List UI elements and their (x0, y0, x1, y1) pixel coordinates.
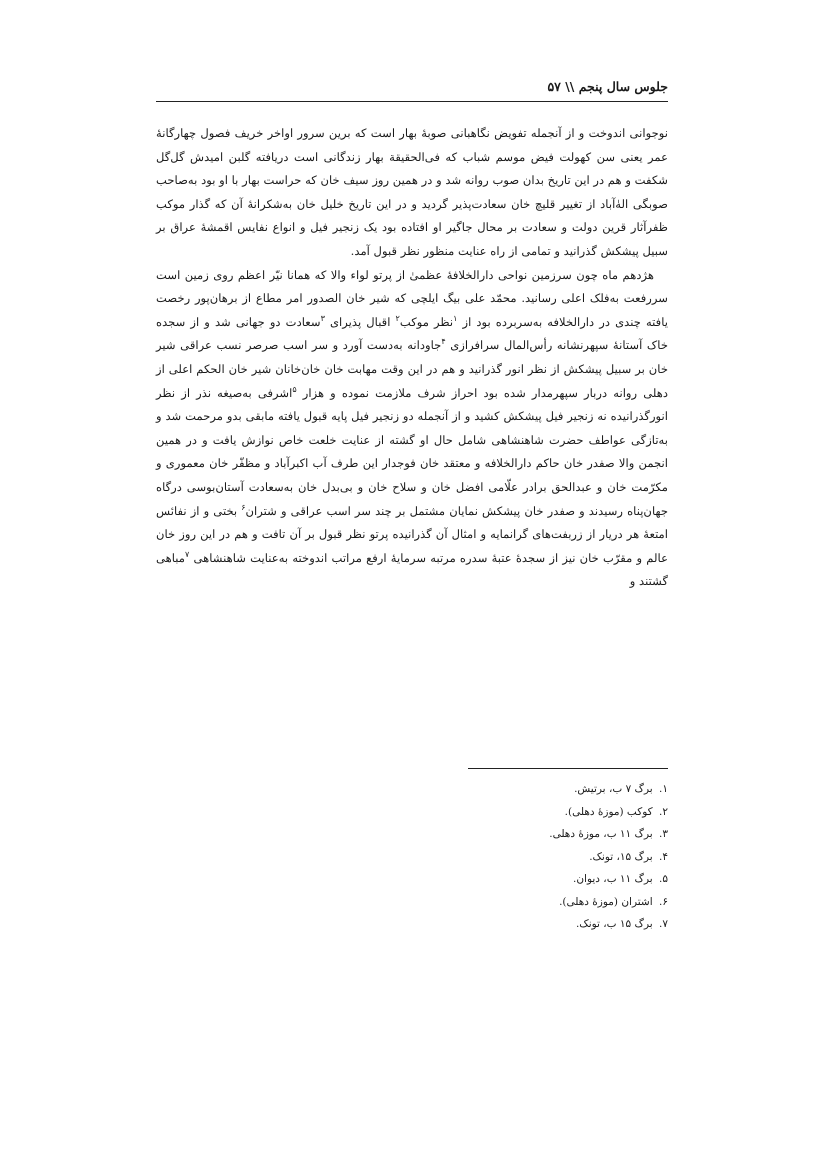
footnote-ref-1[interactable]: ۱ (453, 313, 458, 323)
footnote-ref-2[interactable]: ۲ (395, 313, 400, 323)
paragraph-2 (156, 264, 668, 594)
footnote-number: ۲. (659, 805, 668, 818)
paragraph-2-part-c: اقبال پذیرای (324, 314, 396, 329)
footnote-text: کوکب (موزهٔ دهلی). (564, 805, 653, 818)
footnote-number: ۶. (659, 895, 668, 908)
footnote-item (156, 913, 668, 936)
paragraph-2-part-d: سعادت دو جهانی شد و از سجده خاک آستانهٔ سپهرنشانه رأس‌المال سرافرازی (156, 314, 668, 353)
running-title: جلوس سال پنجم \\ ۵۷ (547, 79, 668, 94)
footnote-text: برگ ۱۵ ب، تونک. (575, 918, 653, 930)
paragraph-2-part-b: نظر موکب (399, 314, 454, 329)
footnote-text: اشتران (موزهٔ دهلی). (559, 895, 653, 908)
paragraph-2-part-f: اشرفی به‌صیغه نذر از نظر انورگذرانیده نه زنجیر فیل پیشکش کشید و از آنجمله دو زنجیر فیل پایه قبول یافته مابقی بدو مرحمت شد و به‌تازگی عواطف حضرت شاهنشاهی شامل حال او گشته از عنایت خلعت خاص نوازش یافت و در همین انجمن والا صفدر خان حاکم دارالخلافه و معتقد خان فوجدار این طرف آب اکبرآباد و مظفّر خان معموری و مکرّمت خان و عبدالحق برادر علّامی افضل خان و سلاح خان و بی‌بدل خان به‌سعادت آستان‌بوسی درگاه جهان‌پناه رسیدند و صفدر خان پیشکش نمایان مشتمل بر چند سر اسب عراقی و شتران (156, 385, 668, 518)
footnote-rule (468, 768, 668, 769)
footnote-ref-6[interactable]: ۶ (241, 502, 246, 512)
footnote-text: برگ ۱۵، تونک. (589, 850, 653, 863)
footnote-item (156, 778, 668, 801)
footnote-ref-3[interactable]: ۳ (320, 313, 325, 323)
footnote-item (156, 823, 668, 846)
footnote-item (156, 868, 668, 891)
footnote-ref-5[interactable]: ۵ (292, 384, 297, 394)
footnote-number: ۵. (659, 873, 668, 885)
header-rule (156, 101, 668, 102)
footnote-list (156, 778, 668, 936)
paragraph-2-part-g: بختی و از نفائس امتعهٔ هر دریار از زربفت‌های گرانمایه و امثال آن گذرانیده پرتو نظر قبول بر آن تافت و هم در این روز خان عالم و مقرّب خان نیز از سجدهٔ عتبهٔ سدره مرتبه سرمایهٔ ارفع مراتب اندوخته به‌عنایت شاهنشاهی (156, 503, 668, 565)
footnote-item (156, 891, 668, 914)
footnote-ref-4[interactable]: ۴ (441, 337, 446, 347)
footnote-number: ۳. (659, 828, 668, 840)
main-text (156, 122, 668, 594)
footnote-number: ۷. (659, 918, 668, 930)
paragraph-1: نوجوانی اندوخت و از آنجمله تفویض نگاهبانی صوبهٔ بهار است که برین سرور اواخر خریف فصول چهارگانهٔ عمر یعنی سن کهولت فیض موسم شباب که فی‌الحقیقة بهار زندگانی است دریافته گلبن امیدش گل‌گل شکفت و هم در این تاریخ بدان صوب روانه شد و در همین روز سیف خان که حراست بهار با او بود به‌صاحب صوبگی الهٰ‌آباد از تغییر قلیچ خان سعادت‌پذیر گردید و در این تاریخ خلیل خان به‌شکرانهٔ آن که گذار موکب ظفرآثار قرین دولت و سعادت بر محال جاگیر او افتاده بود یک زنجیر فیل و انواع نفایس اقمشهٔ عراق بر سبیل پیشکش گذرانید و تمامی از راه عنایت منظور نظر قبول آمد. (156, 126, 668, 258)
running-header (156, 79, 668, 99)
paragraph-2-part-e: جاودانه به‌دست آورد و سر اسب صرصر نسب عراقی شیر خان بر سبیل پیشکش از نظر انور گذرانید و هم در این وقت مهابت خان خان‌خانان شیر خان الحکم اعلی از دهلی روانه دربار سپهرمدار شده بود احراز شرف ملازمت نموده و هزار (156, 338, 668, 400)
footnote-number: ۱. (659, 783, 668, 795)
footnote-ref-7[interactable]: ۷ (185, 549, 190, 559)
footnote-number: ۴. (659, 850, 668, 863)
footnote-item (156, 801, 668, 824)
paragraph-2-part-h: مباهی گشتند و (156, 550, 668, 589)
footnote-text: برگ ۷ ب، برتیش. (574, 783, 653, 795)
footnote-text: برگ ۱۱ ب، موزهٔ دهلی. (549, 828, 653, 840)
paragraph-2-part-a: هژدهم ماه چون سرزمین نواحی دارالخلافهٔ عظمیٰ از پرتو لواء والا که همانا نیّر اعظم روی زمین است سررفعت به‌فلک اعلی رسانید. محمّد علی بیگ ایلچی که شیر خان الصدور امر مطاع از برهان‌پور رخصت یافته چندی در دارالخلافه به‌سربرده بود از (156, 267, 668, 329)
footnote-text: برگ ۱۱ ب، دیوان. (572, 873, 653, 885)
footnote-item (156, 846, 668, 869)
